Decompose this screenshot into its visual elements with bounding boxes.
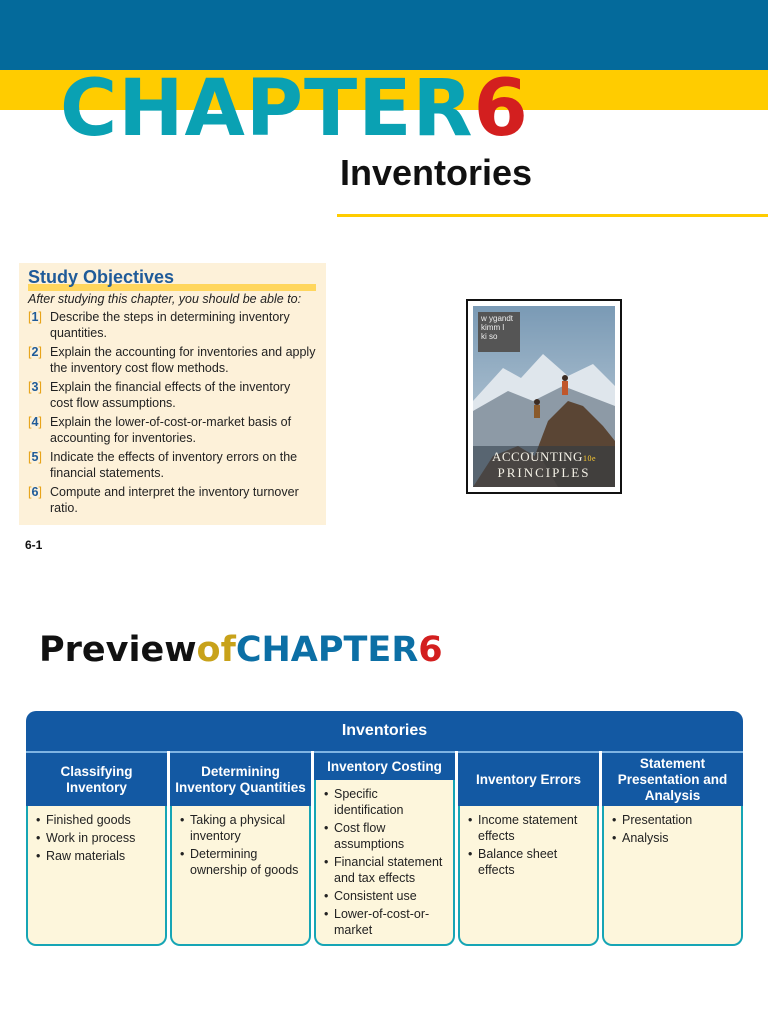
chapter-preview-chart — [26, 711, 743, 946]
study-objectives-box — [19, 263, 326, 525]
org-list-item: • Consistent use — [324, 888, 449, 904]
org-column-body — [26, 806, 167, 946]
org-column-header: Inventory Errors — [458, 751, 599, 806]
study-objectives-intro: After studying this chapter, you should be able to: — [28, 292, 302, 306]
objective-number: [6] — [28, 485, 42, 499]
preview-word: Preview — [39, 630, 197, 670]
org-chart-top-label: Inventories — [26, 711, 743, 751]
org-list-item: • Income statement effects — [468, 812, 593, 844]
org-list-item: • Finished goods — [36, 812, 161, 828]
org-column-determining — [170, 751, 311, 946]
chapter-word: CHAPTER — [60, 64, 474, 154]
objective-item — [28, 485, 316, 516]
objective-text: Describe the steps in determining inventory quantities. — [50, 310, 290, 340]
study-objectives-list — [28, 310, 316, 516]
org-list-item: • Financial statement and tax effects — [324, 854, 449, 886]
objective-item — [28, 450, 316, 481]
chapter-number: 6 — [418, 630, 443, 670]
objective-text: Explain the lower-of-cost-or-market basis of accounting for inventories. — [50, 415, 292, 445]
org-column-body — [314, 780, 455, 946]
top-blue-band — [0, 0, 768, 70]
org-list-item: • Determining ownership of goods — [180, 846, 305, 878]
org-list-item: • Balance sheet effects — [468, 846, 593, 878]
objective-item — [28, 415, 316, 446]
org-list-item: • Specific identification — [324, 786, 449, 818]
objective-number: [5] — [28, 450, 42, 464]
book-authors: w ygandt kimm l ki so — [478, 312, 520, 352]
study-objectives-heading-text: Study Objectives — [28, 267, 175, 287]
org-chart-columns — [26, 751, 743, 946]
objective-number: [3] — [28, 380, 42, 394]
org-column-header: Statement Presentation and Analysis — [602, 751, 743, 806]
org-list-item: • Lower-of-cost-or-market — [324, 906, 449, 938]
study-objectives-heading — [28, 267, 178, 288]
objective-item — [28, 380, 316, 411]
objective-text: Compute and interpret the inventory turnover ratio. — [50, 485, 299, 515]
objective-number: [2] — [28, 345, 42, 359]
chapter-number: 6 — [473, 64, 529, 154]
book-title: ACCOUNTING10e PRINCIPLES — [491, 449, 596, 480]
book-cover-frame — [466, 299, 622, 494]
org-column-presentation — [602, 751, 743, 946]
chapter-subtitle: Inventories — [340, 152, 533, 193]
objective-text: Indicate the effects of inventory errors on the financial statements. — [50, 450, 298, 480]
preview-title — [39, 630, 443, 670]
org-column-body — [170, 806, 311, 946]
org-list-item: • Taking a physical inventory — [180, 812, 305, 844]
org-list-item: • Work in process — [36, 830, 161, 846]
org-column-errors — [458, 751, 599, 946]
chapter-word: CHAPTER — [235, 630, 419, 670]
chapter-title — [60, 64, 529, 154]
objective-item — [28, 310, 316, 341]
book-cover — [473, 306, 615, 487]
org-column-body — [458, 806, 599, 946]
org-column-costing — [314, 751, 455, 946]
objective-text: Explain the accounting for inventories and apply the inventory cost flow methods. — [50, 345, 316, 375]
objective-number: [4] — [28, 415, 42, 429]
org-list-item: • Presentation — [612, 812, 737, 828]
org-column-header: Inventory Costing — [314, 751, 455, 780]
page-number: 6-1 — [25, 538, 43, 552]
org-column-body — [602, 806, 743, 946]
org-column-classifying — [26, 751, 167, 946]
org-list-item: • Analysis — [612, 830, 737, 846]
org-list-item: • Raw materials — [36, 848, 161, 864]
objective-number: [1] — [28, 310, 42, 324]
org-column-header: Classifying Inventory — [26, 751, 167, 806]
org-column-header: Determining Inventory Quantities — [170, 751, 311, 806]
subtitle-underline — [337, 214, 768, 217]
objective-item — [28, 345, 316, 376]
org-list-item: • Cost flow assumptions — [324, 820, 449, 852]
of-word: of — [196, 630, 236, 670]
objective-text: Explain the financial effects of the inventory cost flow assumptions. — [50, 380, 291, 410]
